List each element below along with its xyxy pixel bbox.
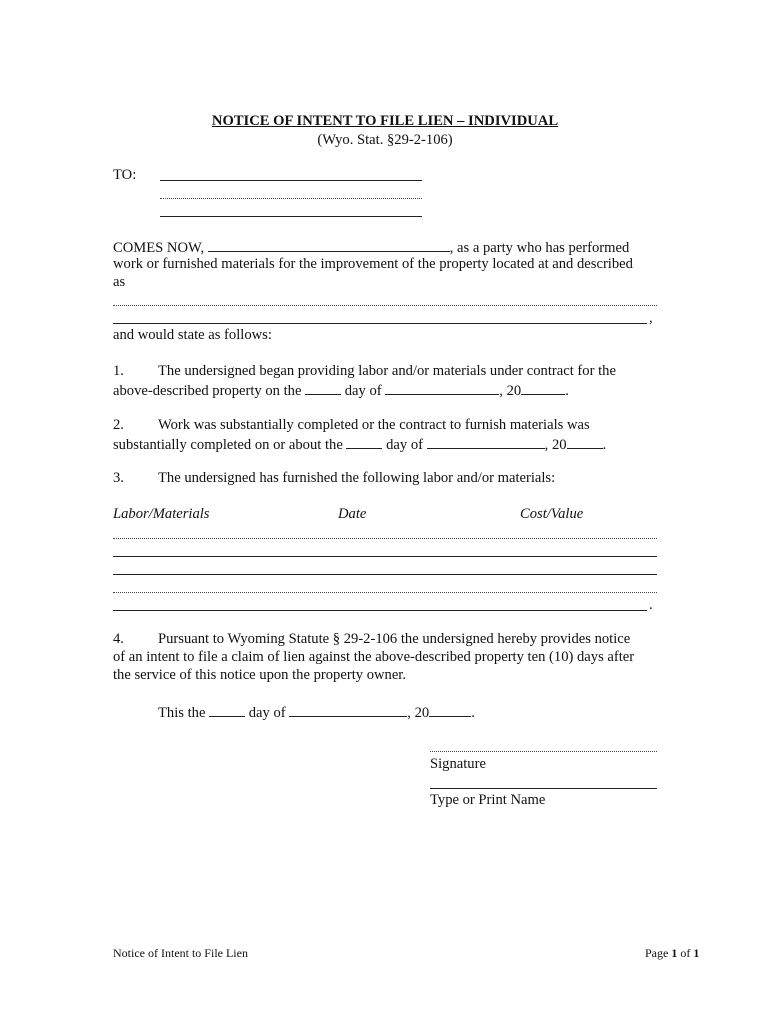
completion-day-field[interactable] (346, 434, 382, 449)
signature-label: Signature (430, 756, 486, 772)
page-indicator (645, 946, 699, 961)
party-name-field[interactable] (208, 237, 450, 252)
dated-text-c: , 20 (407, 705, 430, 721)
dated-month-field[interactable] (289, 702, 407, 717)
item-2-line-1: Work was substantially completed or the contract to furnish materials was (158, 417, 590, 433)
dated-day-field[interactable] (209, 702, 245, 717)
property-description-comma: , (649, 310, 653, 326)
column-header-labor-materials: Labor/Materials (113, 506, 210, 522)
to-line-3[interactable] (160, 216, 422, 217)
item-4-line-2: of an intent to file a claim of lien against the above-described property ten (10) days after (113, 649, 635, 665)
item-2-number: 2. (113, 417, 124, 433)
state-as-follows: and would state as follows: (113, 327, 272, 343)
property-description-line-2[interactable] (113, 323, 647, 324)
print-name-label: Type or Print Name (430, 792, 546, 808)
comes-now-lead: COMES NOW, (113, 240, 205, 256)
of-word: of (680, 946, 691, 960)
materials-line-5[interactable] (113, 610, 647, 611)
comes-now-tail: , as a party who has performed (449, 240, 630, 256)
to-line-2[interactable] (160, 198, 422, 199)
completion-month-field[interactable] (427, 434, 545, 449)
column-header-date: Date (338, 506, 367, 522)
item-1-text-a: above-described property on the (113, 383, 302, 399)
item-2-text-d: . (602, 437, 607, 453)
item-1-line-2 (113, 380, 569, 400)
item-2-text-c: , 20 (544, 437, 567, 453)
materials-end-period: . (649, 597, 653, 613)
page-word: Page (645, 946, 669, 960)
start-year-field[interactable] (521, 380, 565, 395)
property-description-line-1[interactable] (113, 305, 657, 306)
item-1-line-1: The undersigned began providing labor and/or materials under contract for the (158, 363, 616, 379)
completion-year-field[interactable] (567, 434, 603, 449)
materials-line-2[interactable] (113, 556, 657, 557)
item-1-text-d: . (565, 383, 569, 399)
dated-text-b: day of (248, 705, 286, 721)
column-header-cost-value: Cost/Value (520, 506, 584, 522)
item-3-number: 3. (113, 470, 124, 486)
materials-line-3[interactable] (113, 574, 657, 575)
item-2-text-a: substantially completed on or about the (113, 437, 343, 453)
item-2-text-b: day of (386, 437, 424, 453)
footer-title: Notice of Intent to File Lien (113, 946, 248, 960)
to-line-1[interactable] (160, 180, 422, 181)
dated-year-field[interactable] (429, 702, 471, 717)
dated-text-a: This the (158, 705, 206, 721)
comes-now-line (113, 237, 629, 257)
document-title: NOTICE OF INTENT TO FILE LIEN – INDIVIDUAL (211, 113, 559, 129)
signature-line[interactable] (430, 751, 657, 752)
comes-now-line-2: work or furnished materials for the improvement of the property located at and described (113, 256, 633, 272)
item-4-line-1: Pursuant to Wyoming Statute § 29-2-106 the undersigned hereby provides notice (158, 631, 631, 647)
materials-line-1[interactable] (113, 538, 657, 539)
item-2-line-2 (113, 434, 606, 454)
dated-text-d: . (471, 705, 475, 721)
statute-reference: (Wyo. Stat. §29-2-106) (317, 132, 453, 148)
page-total: 1 (693, 946, 700, 960)
item-1-text-b: day of (344, 383, 382, 399)
dated-line (158, 702, 475, 722)
start-month-field[interactable] (385, 380, 499, 395)
item-4-line-3: the service of this notice upon the property owner. (113, 667, 407, 683)
materials-line-4[interactable] (113, 592, 657, 593)
item-3-line-1: The undersigned has furnished the following labor and/or materials: (158, 470, 556, 486)
start-day-field[interactable] (305, 380, 341, 395)
item-4-number: 4. (113, 631, 124, 647)
item-1-text-c: , 20 (499, 383, 522, 399)
page-number: 1 (671, 946, 678, 960)
print-name-line[interactable] (430, 788, 657, 789)
item-1-number: 1. (113, 363, 124, 379)
to-label: TO: (113, 167, 137, 183)
comes-now-line-3: as (113, 274, 126, 290)
